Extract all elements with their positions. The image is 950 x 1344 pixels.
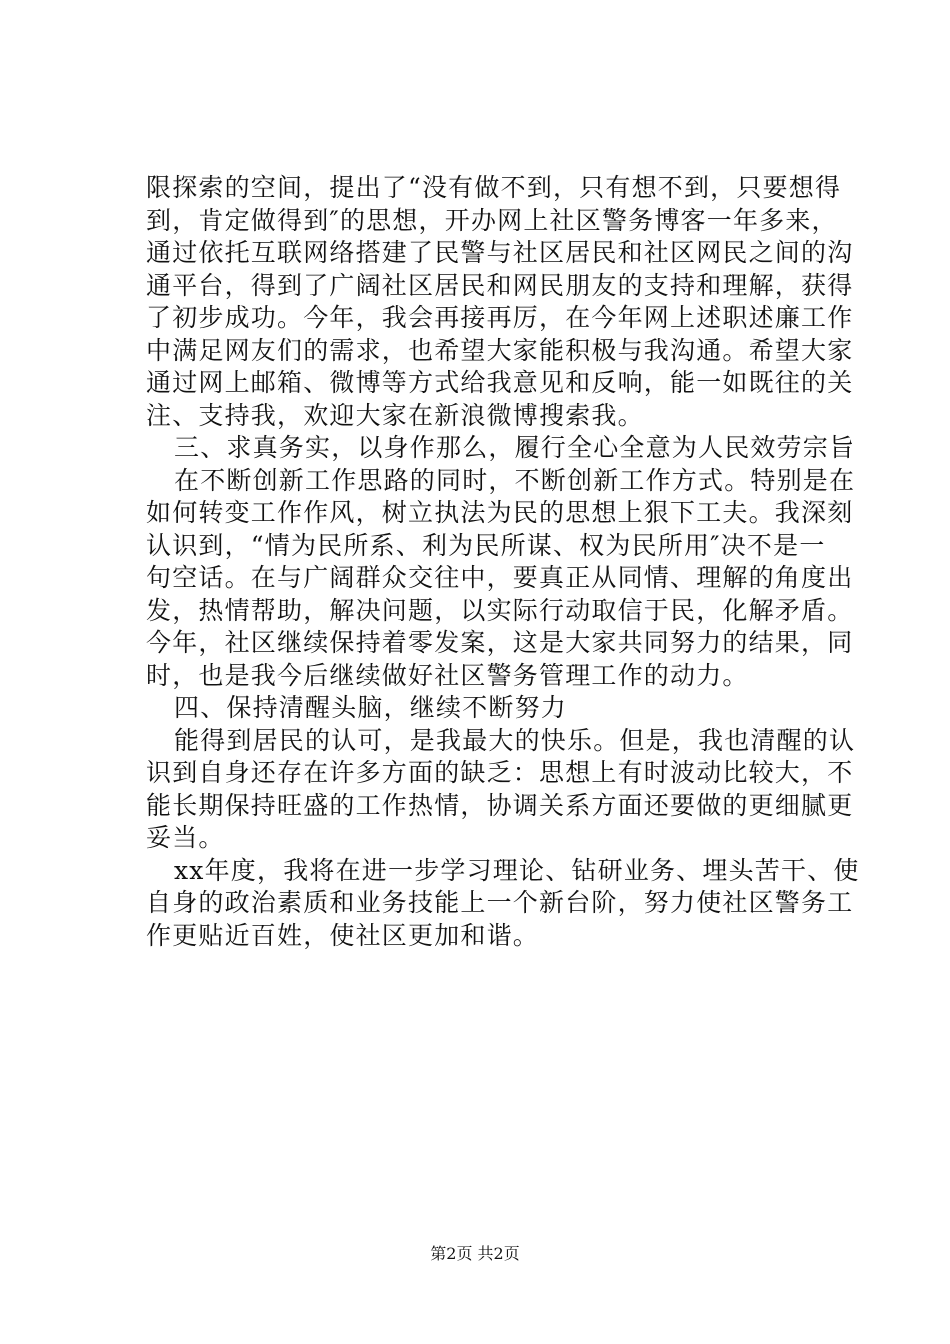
text-line: 识到自身还存在许多方面的缺乏：思想上有时波动比较大，不 [146, 758, 854, 787]
text-line: 注、支持我，欢迎大家在新浪微博搜索我。 [146, 400, 644, 430]
text-line: 能得到居民的认可，是我最大的快乐。但是，我也清醒的认 [174, 725, 856, 755]
text-line: 限探索的空间，提出了“没有做不到，只有想不到，只要想得 [146, 173, 842, 202]
text-line: 作更贴近百姓，使社区更加和谐。 [146, 920, 540, 950]
text-line: 了初步成功。今年，我会再接再厉，在今年网上述职述廉工作 [146, 303, 854, 332]
text-line: 能长期保持旺盛的工作热情，协调关系方面还要做的更细腻更 [146, 790, 854, 820]
text-line: 在不断创新工作思路的同时，不断创新工作方式。特别是在 [174, 465, 856, 495]
text-line: 自身的政治素质和业务技能上一个新台阶，努力使社区警务工 [146, 888, 854, 917]
text-line: 通平台，得到了广阔社区居民和网民朋友的支持和理解，获得 [146, 270, 854, 300]
text-line: 通过网上邮箱、微博等方式给我意见和反响，能一如既往的关 [146, 368, 854, 397]
text-line: 如何转变工作作风，树立执法为民的思想上狠下工夫。我深刻 [146, 498, 854, 527]
document-body [146, 172, 860, 952]
text-line: 认识到，“情为民所系、利为民所谋、权为民所用″决不是一 [146, 530, 826, 560]
text-line: 句空话。在与广阔群众交往中，要真正从同情、理解的角度出 [146, 563, 854, 592]
text-line: 时，也是我今后继续做好社区警务管理工作的动力。 [146, 660, 749, 690]
text-line: 妥当。 [146, 823, 225, 852]
text-line: 到，肯定做得到″的思想，开办网上社区警务博客一年多来， [146, 205, 838, 235]
text-line: 今年，社区继续保持着零发案，这是大家共同努力的结果，同 [146, 628, 854, 657]
text-line: 中满足网友们的需求，也希望大家能积极与我沟通。希望大家 [146, 335, 854, 365]
text-line: 发，热情帮助，解决问题，以实际行动取信于民，化解矛盾。 [146, 595, 854, 625]
text-line: xx年度，我将在进一步学习理论、钻研业务、埋头苦干、使 [174, 855, 860, 885]
text-line: 通过依托互联网络搭建了民警与社区居民和社区网民之间的沟 [146, 238, 854, 267]
page-number-footer: 第2页 共2页 [430, 1244, 520, 1263]
section-heading: 三、求真务实，以身作那么，履行全心全意为人民效劳宗旨 [174, 433, 856, 462]
section-heading: 四、保持清醒头脑，继续不断努力 [174, 693, 568, 722]
